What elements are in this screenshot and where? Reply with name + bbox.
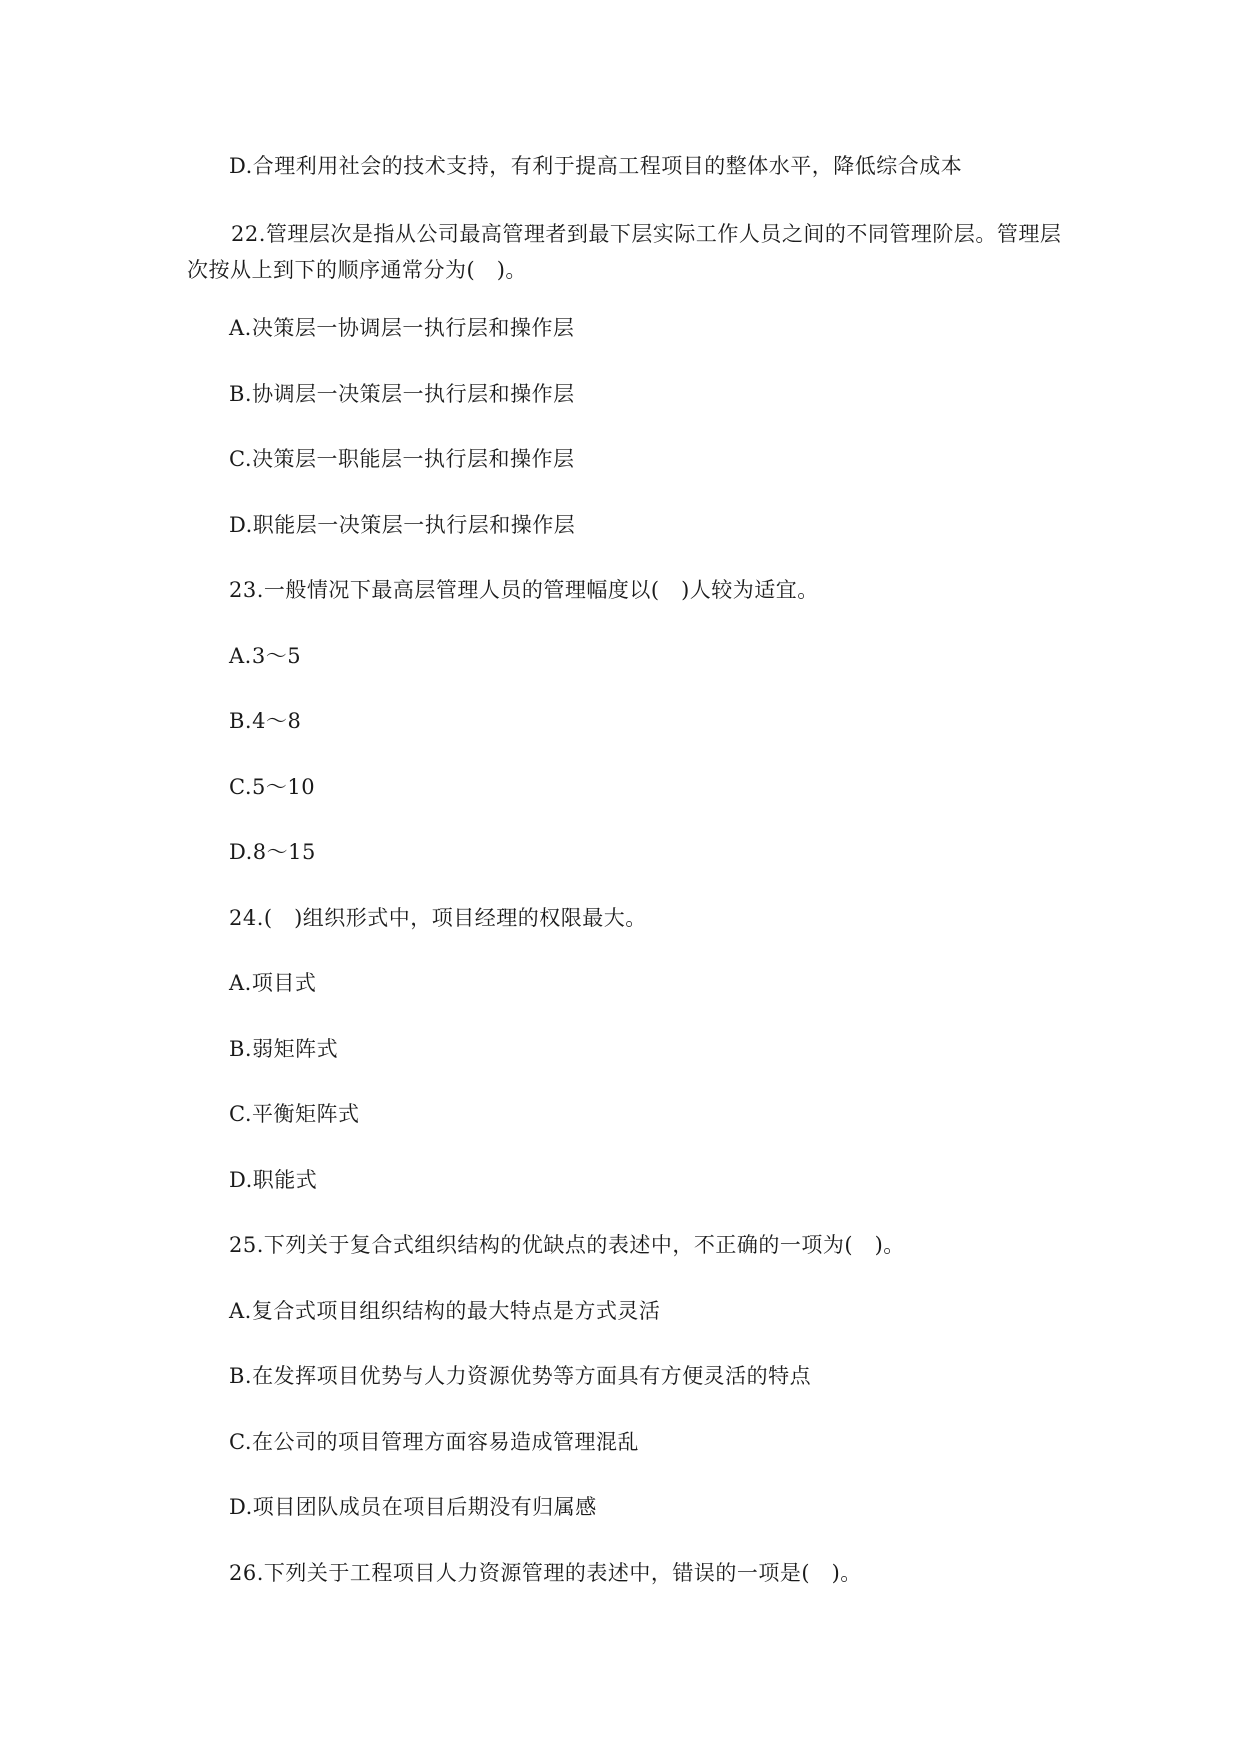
q23-option-c: C.5～10 xyxy=(229,775,316,799)
q24-option-b: B.弱矩阵式 xyxy=(229,1037,339,1061)
q25-option-d: D.项目团队成员在项目后期没有归属感 xyxy=(229,1495,597,1519)
q24-option-c: C.平衡矩阵式 xyxy=(229,1102,360,1126)
q23-option-a: A.3～5 xyxy=(229,644,302,668)
q25-option-c: C.在公司的项目管理方面容易造成管理混乱 xyxy=(229,1430,639,1454)
q23-question: 23.一般情况下最高层管理人员的管理幅度以( )人较为适宜。 xyxy=(229,578,819,602)
q23-option-b: B.4～8 xyxy=(229,709,302,733)
q23-option-d: D.8～15 xyxy=(229,840,316,864)
q25-option-b: B.在发挥项目优势与人力资源优势等方面具有方便灵活的特点 xyxy=(229,1364,812,1388)
q25-option-a: A.复合式项目组织结构的最大特点是方式灵活 xyxy=(229,1299,661,1323)
q25-question: 25.下列关于复合式组织结构的优缺点的表述中，不正确的一项为( )。 xyxy=(229,1233,905,1257)
q26-question: 26.下列关于工程项目人力资源管理的表述中，错误的一项是( )。 xyxy=(229,1561,862,1585)
q22-option-c: C.决策层一职能层一执行层和操作层 xyxy=(229,447,575,471)
q22-option-b: B.协调层一决策层一执行层和操作层 xyxy=(229,382,575,406)
q24-option-d: D.职能式 xyxy=(229,1168,318,1192)
q22-question: 22.管理层次是指从公司最高管理者到最下层实际工作人员之间的不同管理阶层。管理层次按从上到下的顺序通常分为( )。 xyxy=(187,222,1062,282)
q24-option-a: A.项目式 xyxy=(229,971,317,995)
q21-option-d: D.合理利用社会的技术支持，有利于提高工程项目的整体水平，降低综合成本 xyxy=(229,154,963,178)
q22-option-a: A.决策层一协调层一执行层和操作层 xyxy=(229,316,575,340)
q24-question: 24.( )组织形式中，项目经理的权限最大。 xyxy=(229,906,647,930)
q22-option-d: D.职能层一决策层一执行层和操作层 xyxy=(229,513,576,537)
